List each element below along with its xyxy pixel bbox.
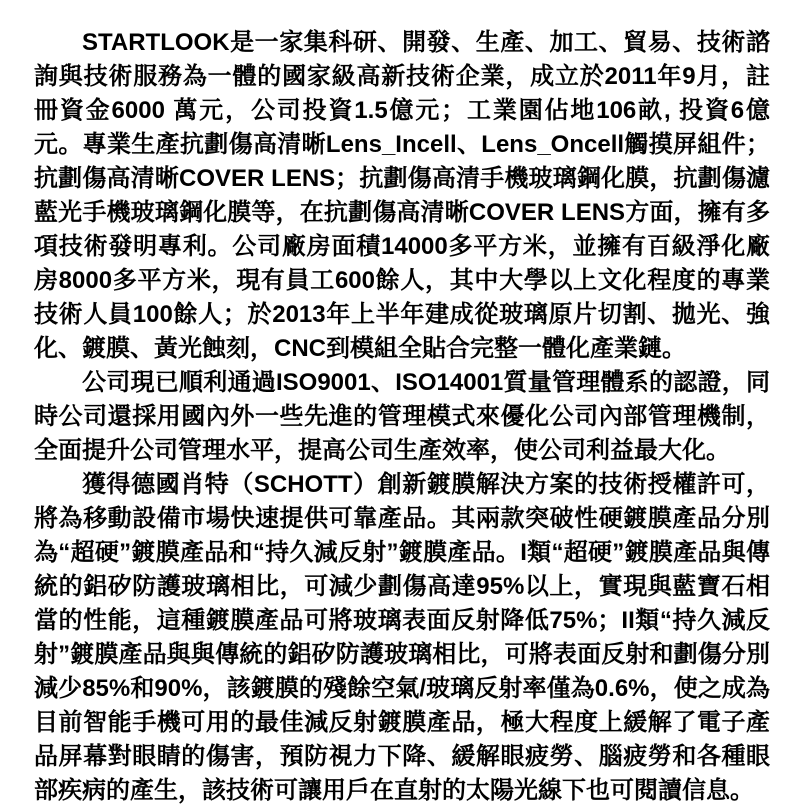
paragraph-quality-management: 公司現已順利通過ISO9001、ISO14001質量管理體系的認證，同時公司還採用國內外一些先進的管理模式來優化公司內部管理機制，全面提升公司管理水平，提高公司生產效率，使公司利益最大化。 — [34, 369, 770, 464]
paragraph-company-intro: STARTLOOK是一家集科研、開發、生產、加工、貿易、技術諮詢與技術服務為一體的國家級高新技術企業，成立於2011年9月，註冊資金6000 萬元，公司投資1.5億元；工業園佔地106畝, 投資6億元。專業生產抗劃傷高清晰Lens_Incell、Lens_Oncell觸摸屏組件；抗劃傷高清晰COVER LENS；抗劃傷高清手機玻璃鋼化膜，抗劃傷濾藍光手機玻璃鋼化膜等，在抗劃傷高清晰COVER LENS方面，擁有多項技術發明專利。公司廠房面積14000多平方米，並擁有百級淨化廠房8000多平方米，現有員工600餘人，其中大學以上文化程度的專業技術人員100餘人；於2013年上半年建成從玻璃原片切割、拋光、強化、鍍膜、黃光蝕刻，CNC到模組全貼合完整一體化產業鏈。 — [34, 29, 770, 362]
paragraph-schott-coating: 獲得德國肖特（SCHOTT）創新鍍膜解決方案的技術授權許可，將為移動設備市場快速提供可靠產品。其兩款突破性硬鍍膜產品分別為“超硬”鍍膜產品和“持久減反射”鍍膜產品。I類“超硬”鍍膜產品與傳統的鋁矽防護玻璃相比，可減少劃傷高達95%以上，實現與藍寶石相當的性能，這種鍍膜產品可將玻璃表面反射降低75%；II類“持久減反射”鍍膜產品與與傳統的鋁矽防護玻璃相比，可將表面反射和劃傷分別減少85%和90%，該鍍膜的殘餘空氣/玻璃反射率僅為0.6%，使之成為目前智能手機可用的最佳減反射鍍膜產品，極大程度上緩解了電子產品屏幕對眼睛的傷害，預防視力下降、緩解眼疲勞、腦疲勞和各種眼部疾病的產生，該技術可讓用戶在直射的太陽光線下也可閱讀信息。 — [34, 471, 770, 804]
